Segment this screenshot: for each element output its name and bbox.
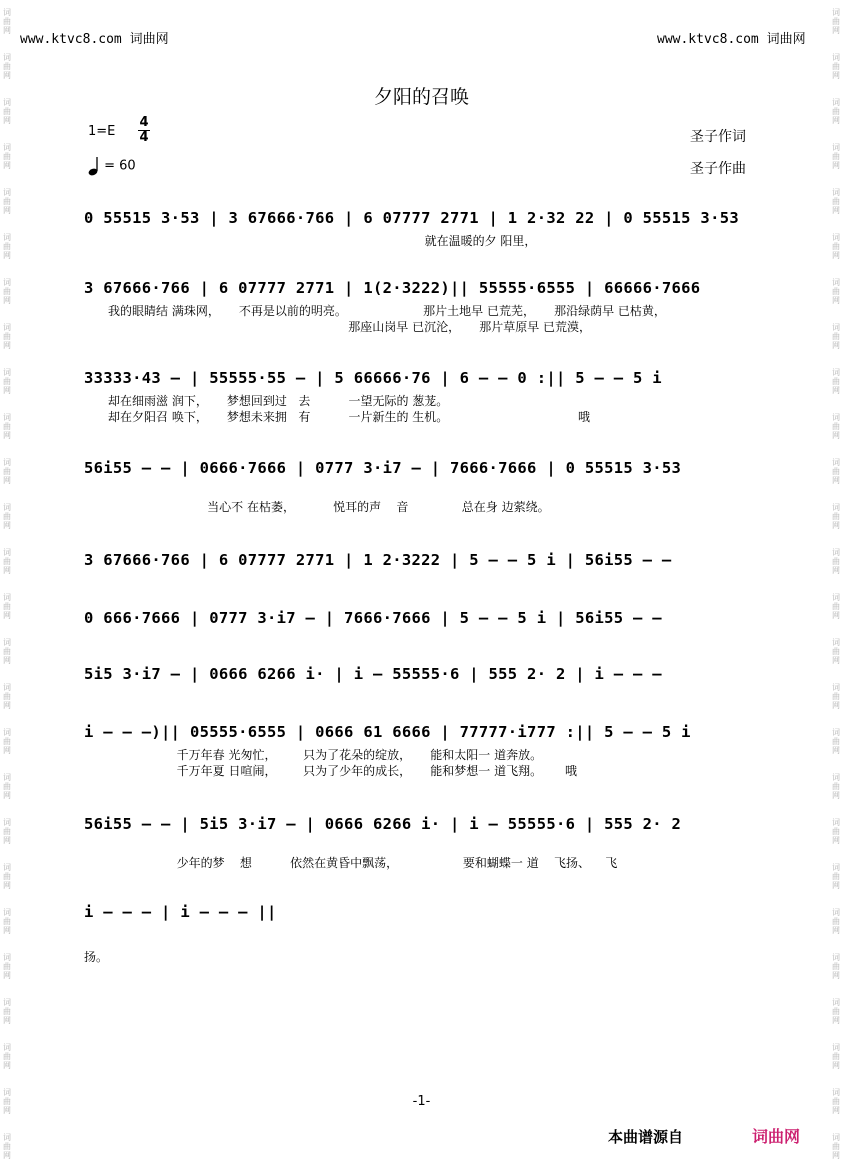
side-watermark-mark: 词 曲 网 <box>832 773 840 800</box>
side-watermark-mark: 词 曲 网 <box>832 188 840 215</box>
system-notes: i – – – | i – – – || <box>84 903 277 921</box>
system-notes: 3 67666·766 | 6 07777 2771 | 1(2·3222)|| 55555·6555 | 66666·7666 <box>84 279 701 297</box>
side-watermark-mark: 词 曲 网 <box>832 863 840 890</box>
header-watermark-right <box>657 28 806 47</box>
side-watermark-mark: 词 曲 网 <box>3 323 11 350</box>
key-signature: 1=E <box>88 124 116 139</box>
site-url-left: www.ktvc8.com <box>20 32 122 47</box>
time-signature-bottom: 4 <box>139 130 149 145</box>
time-signature <box>138 116 150 145</box>
tempo-value: = 60 <box>104 158 136 174</box>
lyric-verse-2: 少年的梦 想 依然在黄昏中飘荡， 要和蝴蝶一 道 飞扬、 飞 <box>108 856 618 870</box>
side-watermark-mark: 词 曲 网 <box>832 593 840 620</box>
side-watermark-mark: 词 曲 网 <box>832 548 840 575</box>
side-watermark-mark: 词 曲 网 <box>3 233 11 260</box>
side-watermark-mark: 词 曲 网 <box>3 503 11 530</box>
side-watermark-mark: 词 曲 网 <box>3 278 11 305</box>
side-watermark-mark: 词 曲 网 <box>3 953 11 980</box>
lyricist-credit: 圣子作词 <box>690 129 746 145</box>
side-watermark-mark: 词 曲 网 <box>3 458 11 485</box>
tempo-marking <box>88 156 136 176</box>
side-watermark-mark: 词 曲 网 <box>832 683 840 710</box>
side-watermark-mark: 词 曲 网 <box>3 1133 11 1160</box>
side-watermark-mark: 词 曲 网 <box>3 548 11 575</box>
side-watermark-mark: 词 曲 网 <box>3 908 11 935</box>
system-notes: 5i5 3·i7 – | 0666 6266 i· | i – 55555·6 | 555 2· 2 | i – – – <box>84 665 662 683</box>
side-watermark-mark: 词 曲 网 <box>832 8 840 35</box>
lyric-verse-1: 就在温暖的夕 阳里， <box>108 234 537 248</box>
side-watermark-mark: 词 曲 网 <box>3 638 11 665</box>
side-watermark-mark: 词 曲 网 <box>3 683 11 710</box>
side-watermark-mark: 词 曲 网 <box>3 773 11 800</box>
system-notes: 56i55 – – | 0666·7666 | 0777 3·i7 – | 7666·7666 | 0 55515 3·53 <box>84 459 682 477</box>
side-watermark-mark: 词 曲 网 <box>832 368 840 395</box>
system-notes: 33333·43 – | 55555·55 – | 5 66666·76 | 6 – – 0 :|| 5 – – 5 i <box>84 369 662 387</box>
header-watermark-left <box>20 28 169 47</box>
side-watermark-mark: 词 曲 网 <box>3 188 11 215</box>
side-watermark-mark: 词 曲 网 <box>832 998 840 1025</box>
side-watermark-mark: 词 曲 网 <box>3 143 11 170</box>
system-notes: 3 67666·766 | 6 07777 2771 | 1 2·3222 | 5 – – 5 i | 56i55 – – <box>84 551 672 569</box>
site-url-right: www.ktvc8.com <box>657 32 759 47</box>
side-watermark-mark: 词 曲 网 <box>832 908 840 935</box>
side-watermark-mark: 词 曲 网 <box>3 413 11 440</box>
right-watermark-column <box>829 0 843 1172</box>
side-watermark-mark: 词 曲 网 <box>832 458 840 485</box>
score-title: 夕阳的召唤 <box>373 86 469 108</box>
composer-credit: 圣子作曲 <box>690 161 746 177</box>
side-watermark-mark: 词 曲 网 <box>832 233 840 260</box>
left-watermark-column <box>0 0 14 1172</box>
lyric-verse-2: 当心不 在枯萎， 悦耳的声 音 总在身 边萦绕。 <box>108 500 550 514</box>
side-watermark-mark: 词 曲 网 <box>832 143 840 170</box>
side-watermark-mark: 词 曲 网 <box>3 8 11 35</box>
time-signature-top: 4 <box>139 115 149 130</box>
side-watermark-mark: 词 曲 网 <box>832 818 840 845</box>
side-watermark-mark: 词 曲 网 <box>3 1088 11 1115</box>
lyric-verse-2: 却在夕阳召 唤下， 梦想未来拥 有 一片新生的 生机。 哦 <box>108 410 590 424</box>
side-watermark-mark: 词 曲 网 <box>832 953 840 980</box>
side-watermark-mark: 词 曲 网 <box>3 863 11 890</box>
side-watermark-mark: 词 曲 网 <box>832 638 840 665</box>
side-watermark-mark: 词 曲 网 <box>832 53 840 80</box>
side-watermark-mark: 词 曲 网 <box>3 1043 11 1070</box>
side-watermark-mark: 词 曲 网 <box>832 98 840 125</box>
side-watermark-mark: 词 曲 网 <box>3 593 11 620</box>
side-watermark-mark: 词 曲 网 <box>832 1088 840 1115</box>
final-lyric: 扬。 <box>84 950 109 964</box>
system-notes: 0 666·7666 | 0777 3·i7 – | 7666·7666 | 5 – – 5 i | 56i55 – – <box>84 609 662 627</box>
side-watermark-mark: 词 曲 网 <box>3 728 11 755</box>
footer-source-label: 本曲谱源自 <box>608 1128 684 1146</box>
side-watermark-mark: 词 曲 网 <box>832 728 840 755</box>
side-watermark-mark: 词 曲 网 <box>832 503 840 530</box>
footer-brand: 词曲网 <box>752 1127 801 1146</box>
lyric-verse-1: 我的眼睛结 满珠网， 不再是以前的明亮。 那片土地早 已荒芜， 那沿绿荫早 已枯黄， <box>108 304 666 318</box>
side-watermark-mark: 词 曲 网 <box>3 818 11 845</box>
site-brand-left: 词曲网 <box>129 32 169 47</box>
system-notes: 0 55515 3·53 | 3 67666·766 | 6 07777 2771 | 1 2·32 22 | 0 55515 3·53 <box>84 209 739 227</box>
side-watermark-mark: 词 曲 网 <box>832 1043 840 1070</box>
lyric-verse-1: 千万年春 光匆忙， 只为了花朵的绽放， 能和太阳一 道奔放。 <box>108 748 543 762</box>
side-watermark-mark: 词 曲 网 <box>3 998 11 1025</box>
side-watermark-mark: 词 曲 网 <box>3 53 11 80</box>
side-watermark-mark: 词 曲 网 <box>832 413 840 440</box>
page-number: -1- <box>412 1094 431 1109</box>
side-watermark-mark: 词 曲 网 <box>3 368 11 395</box>
system-notes: 56i55 – – | 5i5 3·i7 – | 0666 6266 i· | i – 55555·6 | 555 2· 2 <box>84 815 682 833</box>
system-notes: i – – –)|| 05555·6555 | 0666 61 6666 | 77777·i777 :|| 5 – – 5 i <box>84 723 691 741</box>
side-watermark-mark: 词 曲 网 <box>832 278 840 305</box>
quarter-note-icon <box>88 156 100 176</box>
lyric-verse-2: 千万年夏 日喧闹， 只为了少年的成长， 能和梦想一 道飞翔。 哦 <box>108 764 577 778</box>
side-watermark-mark: 词 曲 网 <box>832 323 840 350</box>
site-brand-right: 词曲网 <box>766 32 806 47</box>
side-watermark-mark: 词 曲 网 <box>3 98 11 125</box>
side-watermark-mark: 词 曲 网 <box>832 1133 840 1160</box>
lyric-verse-1: 却在细雨滋 润下， 梦想回到过 去 一望无际的 葱茏。 <box>108 394 449 408</box>
lyric-verse-2: 那座山岗早 已沉沦， 那片草原早 已荒漠， <box>108 320 592 334</box>
